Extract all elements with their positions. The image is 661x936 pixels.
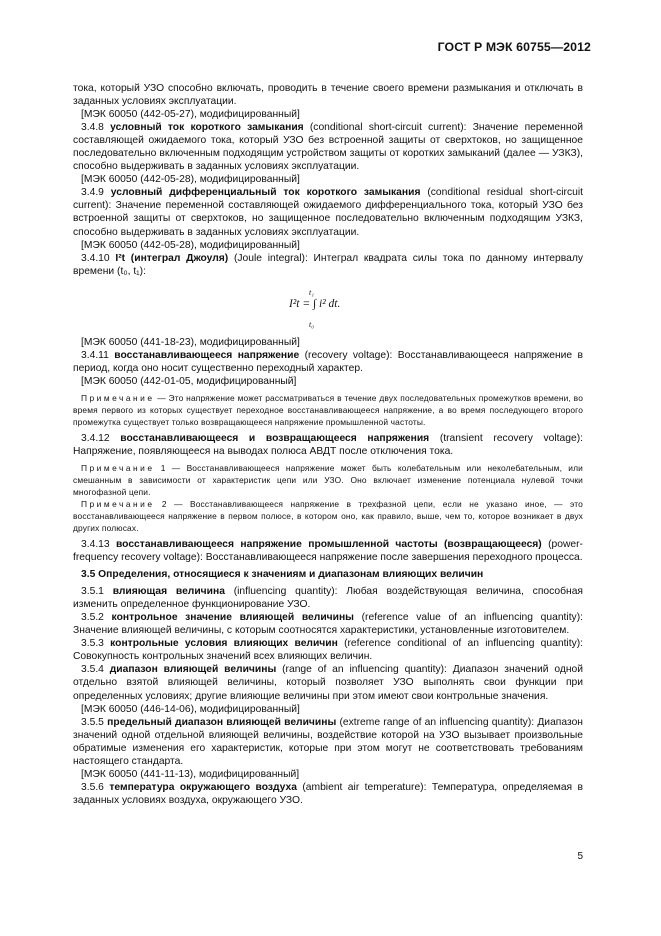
formula-expression: I²t = ∫ i² dt. (289, 297, 341, 310)
reference: [МЭК 60050 (442-01-05, модифицированный] (81, 375, 297, 387)
definition-3-5-6: 3.5.6 температура окружающего воздуха (ambient air temperature): Температура, определяемая в заданных условиях воздуха, окружающего УЗО. (73, 781, 583, 806)
note: Примечание 2 — Восстанавливающееся напряжение в трехфазной цепи, если не указано иное, — это восстанавливающееся напряжение в первом полюсе, в котором оно, как правило, выше, чем то, которое возникает в двух других полюсах. (73, 498, 583, 533)
term: диапазон влияющей величины (109, 664, 277, 676)
definition-3-5-3: 3.5.3 контрольные условия влияющих величин (reference conditional of an influencing quantity): Совокупность контрольных значений всех влияющих величин. (73, 638, 584, 663)
reference: [МЭК 60050 (442-05-27), модифицированный] (81, 109, 300, 121)
term: восстанавливающееся и возвращающееся напряжения (120, 432, 430, 444)
definition-3-5-1: 3.5.1 влияющая величина (influencing quantity): Любая воздействующая величина, способная изменить определенное функционирование УЗО. (73, 586, 583, 611)
term: контрольные условия влияющих величин (110, 638, 338, 650)
paragraph: тока, который УЗО способно включать, проводить в течение своего времени размыкания и отключать в заданных условиях эксплуатации. (73, 83, 583, 108)
reference: [МЭК 60050 (442-05-28), модифицированный] (81, 174, 300, 186)
document-body (73, 82, 583, 807)
term: влияющая величина (112, 586, 225, 598)
definition-3-4-9: 3.4.9 условный дифференциальный ток короткого замыкания (conditional residual short-circuit current): Значение переменной составляющей ожидаемого дифференциального тока, который УЗО без встроенной защиты от сверхтоков, но защищенное последовательно включенным подходящим УЗКЗ, способно выдерживать в заданных условиях эксплуатации. (73, 187, 584, 238)
reference: [МЭК 60050 (441-18-23), модифицированный] (81, 336, 300, 348)
definition-3-4-8: 3.4.8 условный ток короткого замыкания (conditional short-circuit current): Значение переменной составляющей ожидаемого тока, который УЗО без встроенной защиты от сверхтоков, но защищенное последовательно включенным подходящим устройством защиты от коротких замыканий (далее — УЗКЗ), способно выдерживать в заданных условиях эксплуатации. (73, 122, 583, 173)
formula-upper-limit: t₁ (309, 287, 315, 297)
term: условный ток короткого замыкания (110, 122, 304, 134)
definition-3-4-13: 3.4.13 восстанавливающееся напряжение промышленной частоты (возвращающееся) (power-frequency recovery voltage): Восстанавливающееся напряжение после завершения переходного процесса. (73, 538, 583, 564)
document-header: ГОСТ Р МЭК 60755—2012 (437, 40, 591, 54)
term: контрольное значение влияющей величины (111, 612, 354, 624)
reference: [МЭК 60050 (441-11-13), модифицированный] (81, 768, 300, 780)
note-label: Примечание (81, 462, 155, 473)
definition-3-5-5: 3.5.5 предельный диапазон влияющей величины (extreme range of an influencing quantity): Диапазон значений одной отдельной влияющей величины, воздействие которой на УЗО вызывает произвольные обратимые изменения его характеристик, которые при этом могут не соответствовать требованиям настоящего стандарта. (73, 716, 583, 767)
page-number: 5 (577, 851, 583, 862)
note-label: Примечание (81, 392, 155, 403)
formula-lower-limit: t₀ (309, 319, 315, 329)
note-label: Примечание (81, 498, 155, 509)
term: условный дифференциальный ток короткого замыкания (110, 187, 421, 199)
definition-3-4-11: 3.4.11 восстанавливающееся напряжение (recovery voltage): Восстанавливающееся напряжение в период, когда оно носит существенно переходный характер. (73, 349, 583, 374)
definition-3-5-2: 3.5.2 контрольное значение влияющей величины (reference value of an influencing quantity): Значение влияющей величины, с которым соотносятся характеристики, установленные изготовителем. (73, 612, 583, 637)
term: предельный диапазон влияющей величины (107, 716, 337, 728)
reference: [МЭК 60050 (442-05-28), модифицированный] (81, 239, 300, 251)
definition-3-4-10: 3.4.10 I²t (интеграл Джоуля) (Joule integral): Интеграл квадрата силы тока по данному интервалу времени (t₀, t₁): (73, 252, 583, 277)
note: Примечание 1 — Восстанавливающееся напряжение может быть колебательным или неколебательным, или смешанным в зависимости от характеристик цепи или УЗО. Оно включает изменение потенциала нулевой точки многофазной цепи. (73, 462, 583, 497)
reference: [МЭК 60050 (446-14-06), модифицированный] (81, 703, 300, 715)
section-heading-3-5: 3.5 Определения, относящиеся к значениям и диапазонам влияющих величин (81, 569, 484, 581)
note: Примечание — Это напряжение может рассматриваться в течение двух последовательных промежутков времени, во время первого из которых существует переходное восстанавливающееся напряжение, а во время последующего второго промежутка существует только возвращающееся напряжение промышленной частоты. (73, 392, 583, 427)
term: восстанавливающееся напряжение промышленной частоты (возвращающееся) (115, 538, 542, 550)
term: температура окружающего воздуха (109, 781, 297, 793)
term: восстанавливающееся напряжение (114, 349, 300, 361)
joule-integral-formula (73, 278, 583, 336)
term: I²t (интеграл Джоуля) (115, 252, 229, 264)
definition-3-5-4: 3.5.4 диапазон влияющей величины (range of an influencing quantity): Диапазон значений одной отдельно взятой влияющей величины, который позволяет УЗО выполнять свои функции при определенных условиях; другие влияющие величины при этом имеют свои контрольные значения. (73, 664, 584, 702)
definition-3-4-12: 3.4.12 восстанавливающееся и возвращающееся напряжения (transient recovery voltage): Напряжение, появляющееся на выводах полюса АВДТ после отключения тока. (73, 432, 583, 457)
